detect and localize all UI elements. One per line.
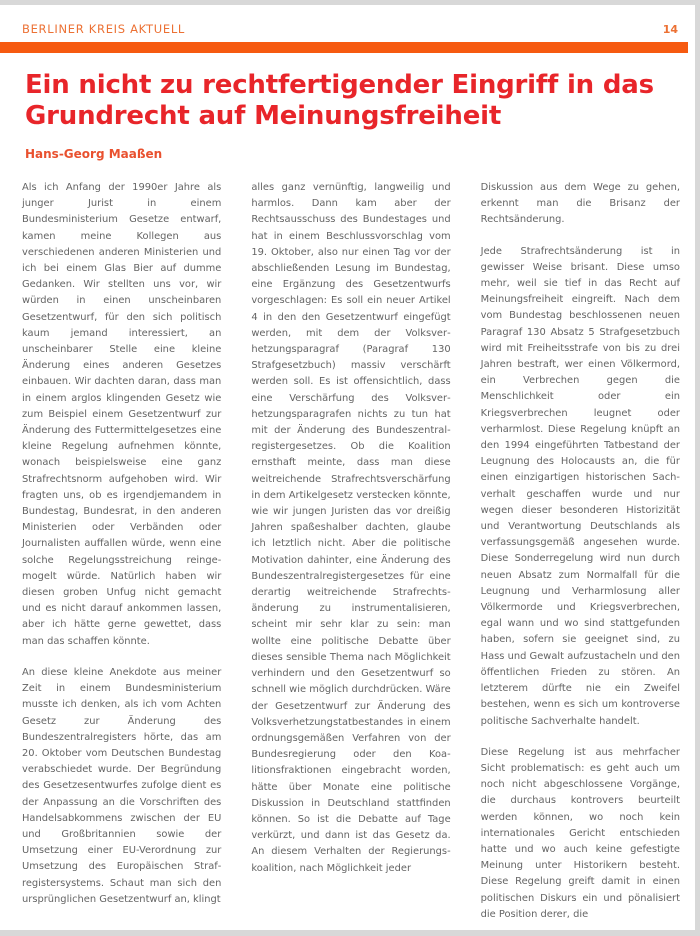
article-author: Hans-Georg Maaßen bbox=[25, 147, 163, 161]
paragraph: Jede Strafrechtsänderung ist in gewisser Weise brisant. Diese umso mehr, weil sie tief in das Recht auf Meinungsfreiheit eingreift. Nach dem vom Bundestag beschlossenen neuen Paragraf 130 Absatz 5 Strafgesetzbuch wird mit Freiheitsstrafe von bis zu drei Jahren bestraft, wer einen Völkermord, ein Verbrechen gegen die Menschlichkeit oder ein Kriegsverbrechen leugnet oder verharmlost. Diese Regelung knüpft an den 1994 eingeführten Tatbestand der Leugnung des Holocausts an, die für einen einzigartigen historischen Sachverhalt geschaffen wurde und nur wegen dieser besonderen Historizität und Verantwortung Deutschlands als verfassungsgemäß angesehen wurde. Diese Sonderregelung wird nun durch neuen Absatz zum Normalfall für die Leugnung und Verharmlosung aller Völkermorde und Kriegsverbrechen, egal wann und wo sind stattgefunden haben, sofern sie geeignet sind, zu Hass und Gewalt aufzustacheln und den öffentlichen Frieden zu stören. An letzterem dürfte nie ein Zweifel bestehen, wenn es sich um kontroverse politische Sachverhalte handelt. bbox=[480, 245, 680, 727]
article-body bbox=[22, 180, 680, 923]
text-column-2 bbox=[251, 180, 450, 923]
masthead-rule bbox=[0, 42, 688, 53]
paragraph: Als ich Anfang der 1990er Jahre als junger Jurist in einem Bundesministerium Gesetze entwarf, kamen meine Kollegen aus verschiedenen anderen Ministerien und ich bei einem Glas Bier auf dumme Gedanken. Wir stellten uns vor, wir würden in einen unscheinbaren Gesetzentwurf, für den sich politisch kaum jemand interessiert, an unscheinbarer Stelle eine kleine Änderung eines anderen Gesetzes einbauen. Wir dachten daran, dass man in einem arglos klingenden Gesetz wie zum Beispiel einem Gesetzentwurf zur Änderung des Futtermittelgesetzes eine kleine Regelung aufnehmen könnte, wonach beispielsweise eine ganz Strafrechtsnorm aufgehoben wird. Wir fragten uns, ob es irgendjemandem in Bundestag, Bundesrat, in den anderen Ministerien oder Verbänden oder Journalisten auffallen würde, wenn eine solche Regelungsstreichung reingemogelt würde. Natürlich haben wir diesen groben Unfug nicht gemacht und es nicht darauf ankommen lassen, aber ich hätte gerne gewettet, dass man das schaffen könnte. bbox=[22, 182, 222, 647]
page-number: 14 bbox=[662, 23, 678, 36]
text-column-3 bbox=[481, 180, 680, 923]
masthead bbox=[22, 22, 678, 36]
paragraph: Diskussion aus dem Wege zu gehen, erkennt man die Brisanz der Rechtsänderung. bbox=[480, 182, 680, 226]
paragraph: An diese kleine Anekdote aus meiner Zeit in einem Bundesministerium musste ich denken, als ich vom Achten Gesetz zur Änderung des Bundeszentralregisters hörte, das am 20. Oktober vom Deutschen Bundestag verabschiedet wurde. Der Begründung des Gesetzesentwurfes zufolge dient es der Anpassung an die Vorschriften des Handelsabkommens zwischen der EU und Großbritannien sowie der Umsetzung einer EU-Verordnung zur Umsetzung des Europäischen Strafregistersystems. Schaut man sich den ursprünglichen Gesetzentwurf an, klingt bbox=[22, 666, 222, 905]
page-edge-top bbox=[0, 0, 700, 5]
page-edge-right bbox=[695, 0, 700, 936]
page-edge-bottom bbox=[0, 930, 700, 936]
paragraph: Diese Regelung ist aus mehrfacher Sicht problematisch: es geht auch um noch nicht abgeschlossene Vorgänge, die durchaus kontrovers beurteilt werden können, wo noch kein internationales Gericht entschieden hatte und wo auch keine gefestigte Meinung unter Historikern besteht. Diese Regelung greift damit in einen politischen Diskurs ein und pönalisiert die Position derer, die bbox=[480, 746, 680, 920]
title-line-1: Ein nicht zu rechtfertigender Eingriff in das bbox=[25, 70, 654, 100]
paragraph: alles ganz vernünftig, langweilig und harmlos. Dann kam aber der Rechtsausschuss des Bundestages und hat in einem Beschlussvorschlag vom 19. Oktober, also nur einen Tag vor der abschließenden Lesung im Bundestag, eine Ergänzung des Gesetzentwurfs vorgeschlagen: Es soll ein neuer Artikel 4 in den den Gesetzentwurf eingefügt werden, mit dem der Volksverhetzungsparagraf (Paragraf 130 Strafgesetzbuch) massiv verschärft werden soll. Es ist offensichtlich, dass eine Verschärfung des Volksverhetzungsparagrafen nichts zu tun hat mit der Änderung des Bundeszentralregistergesetzes. Ob die Koalition ernsthaft meinte, dass man diese weitreichende Strafrechtsverschärfung in dem Artikelgesetz verstecken könnte, wie wir jungen Juristen das vor dreißig Jahren spaßeshalber dachten, glaube ich letztlich nicht. Aber die politische Motivation dahinter, eine Änderung des Bundeszentralregistergesetzes für eine derartig weitreichende Strafrechtsänderung zu instrumentalisieren, scheint mir sehr klar zu sein: man wollte eine politische Debatte über dieses sensible Thema nach Möglichkeit verhindern und den Gesetzentwurf so schnell wie möglich durchdrücken. Wäre der Gesetzentwurf zur Änderung des Volksverhetzungstatbestandes in einem ordnungsgemäßen Verfahren von der Bundesregierung oder den Koalitionsfraktionen eingebracht worden, hätte über Monate eine politische Diskussion in Deutschland stattfinden können. So ist die Debatte auf Tage verkürzt, und dann ist das Gesetz da. An diesem Verhalten der Regierungskoalition, nach Möglichkeit jeder bbox=[251, 182, 451, 874]
title-line-2: Grundrecht auf Meinungsfreiheit bbox=[25, 101, 502, 131]
publication-name: BERLINER KREIS AKTUELL bbox=[22, 22, 186, 36]
article-title bbox=[25, 70, 665, 132]
text-column-1 bbox=[22, 180, 221, 923]
